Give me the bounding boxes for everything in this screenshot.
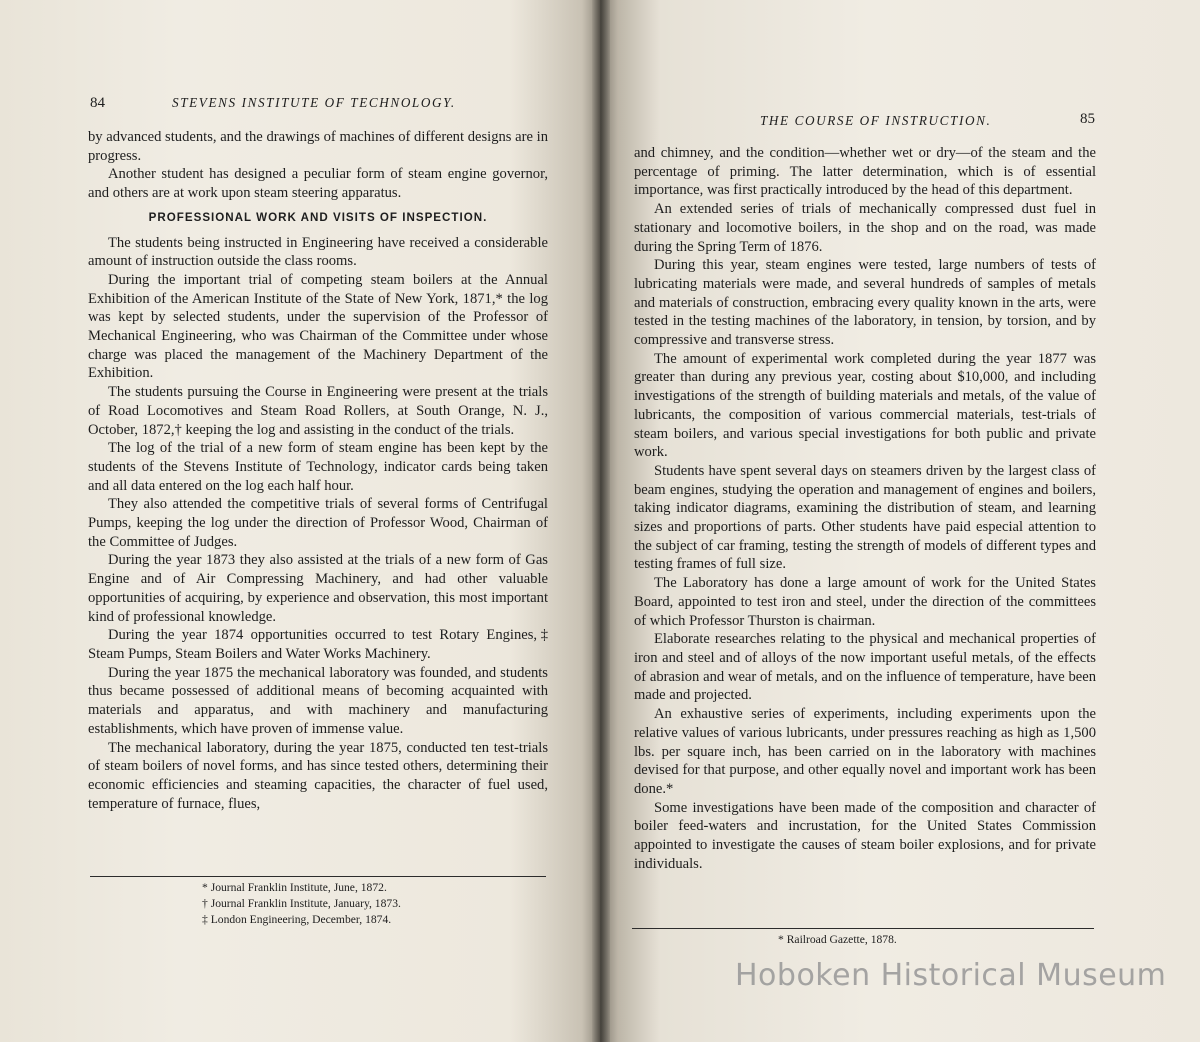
- paragraph: Students have spent several days on steamers driven by the largest class of beam engines, studying the operation and management of engines and boilers, taking indicator diagrams, examining the distribution of steam, and learning sizes and proportions of parts. Other students have paid especial attention to the subject of car framing, testing the strength of models of different types and testing frames of full size.: [634, 462, 1096, 573]
- footnote-rule: [632, 928, 1094, 929]
- left-body-text: [88, 128, 548, 813]
- paragraph: During this year, steam engines were tested, large numbers of tests of lubricating materials were made, and several hundreds of samples of metals and materials of construction, embracing every quality known in the arts, were tested in the testing machines of the laboratory, in tension, by torsion, and by compressive and transverse stress.: [634, 257, 1096, 349]
- paragraph: The log of the trial of a new form of steam engine has been kept by the students of the Stevens Institute of Technology, indicator cards being taken and all data entered on the log each half hour.: [88, 440, 548, 494]
- paragraph: and chimney, and the condition—whether wet or dry—of the steam and the percentage of priming. The latter determination, which is of essential importance, was first practically introduced by the head of this department.: [634, 145, 1096, 199]
- paragraph: An exhaustive series of experiments, including experiments upon the relative values of various lubricants, under pressures reaching as high as 1,500 lbs. per square inch, has been carried on in the laboratory with machines devised for that purpose, and other equally novel and important work has been done.*: [634, 706, 1096, 797]
- paragraph: During the year 1874 opportunities occurred to test Rotary Engines,‡ Steam Pumps, Steam Boilers and Water Works Machinery.: [88, 627, 548, 662]
- paragraph: During the important trial of competing steam boilers at the Annual Exhibition of the American Institute of the State of New York, 1871,* the log was kept by selected students, under the supervision of the Professor of Mechanical Engineering, who was Chairman of the Committee under whose charge was placed the management of the Machinery Department of the Exhibition.: [88, 271, 548, 382]
- right-page: [600, 0, 1200, 1042]
- paragraph: The students pursuing the Course in Engineering were present at the trials of Road Locomotives and Steam Road Rollers, at South Orange, N. J., October, 1872,† keeping the log and assisting in the conduct of the trials.: [88, 384, 548, 438]
- footnote: * Railroad Gazette, 1878.: [778, 933, 897, 946]
- book-gutter: [592, 0, 610, 1042]
- paragraph: The amount of experimental work completed during the year 1877 was greater than during any previous year, costing about $10,000, and including investigations of the strength of building materials and metals, of the value of lubricants, the composition of various commercial materials, test-trials of steam boilers, and various special investigations for both public and private work.: [634, 350, 1096, 461]
- footnote: ‡ London Engineering, December, 1874.: [202, 913, 392, 926]
- left-page-number: 84: [90, 95, 105, 111]
- paragraph: An extended series of trials of mechanically compressed dust fuel in stationary and locomotive boilers, in the shop and on the road, was made during the Spring Term of 1876.: [634, 201, 1096, 255]
- left-footnotes: [202, 880, 401, 928]
- paragraph: Elaborate researches relating to the physical and mechanical properties of iron and steel and of alloys of the now important useful metals, of the effects of abrasion and wear of metals, and on the influence of temperature, have been made and projected.: [634, 631, 1096, 704]
- right-footnotes: [778, 932, 897, 948]
- paragraph: They also attended the competitive trials of several forms of Centrifugal Pumps, keeping the log under the direction of Professor Wood, Chairman of the Committee of Judges.: [88, 496, 548, 550]
- paragraph: The mechanical laboratory, during the year 1875, conducted ten test-trials of steam boilers of novel forms, and has since tested others, determining their economic efficiencies and steaming capacities, the character of fuel used, temperature of furnace, flues,: [88, 739, 548, 812]
- paragraph: During the year 1873 they also assisted at the trials of a new form of Gas Engine and of Air Compressing Machinery, and had other valuable opportunities of acquiring, by experience and observation, this most important kind of professional knowledge.: [88, 552, 548, 625]
- right-page-number: 85: [1080, 111, 1095, 127]
- paragraph: During the year 1875 the mechanical laboratory was founded, and students thus became possessed of additional means of becoming acquainted with materials and apparatus, and with machinery and manufacturing establishments, which have proven of immense value.: [88, 664, 548, 737]
- footnote-rule: [90, 876, 546, 877]
- paragraph: by advanced students, and the drawings of machines of different designs are in progress.: [88, 129, 548, 164]
- paragraph: The Laboratory has done a large amount of work for the United States Board, appointed to test iron and steel, under the direction of the committees of which Professor Thurston is chairman.: [634, 575, 1096, 629]
- paragraph: The students being instructed in Engineering have received a considerable amount of instruction outside the class rooms.: [88, 234, 548, 270]
- watermark: Hoboken Historical Museum: [735, 958, 1167, 993]
- right-running-head: THE COURSE OF INSTRUCTION.: [760, 113, 992, 128]
- left-running-head: STEVENS INSTITUTE OF TECHNOLOGY.: [172, 95, 456, 110]
- footnote: * Journal Franklin Institute, June, 1872.: [202, 881, 387, 894]
- paragraph: Another student has designed a peculiar form of steam engine governor, and others are at work upon steam steering apparatus.: [88, 166, 548, 202]
- footnote: † Journal Franklin Institute, January, 1873.: [202, 897, 401, 910]
- paragraph: Some investigations have been made of the composition and character of boiler feed-waters and incrustation, for the United States Commission appointed to investigate the causes of steam boiler explosions, and for private individuals.: [634, 799, 1096, 872]
- right-body-text: [634, 144, 1096, 873]
- section-heading: PROFESSIONAL WORK AND VISITS OF INSPECTION.: [148, 210, 488, 224]
